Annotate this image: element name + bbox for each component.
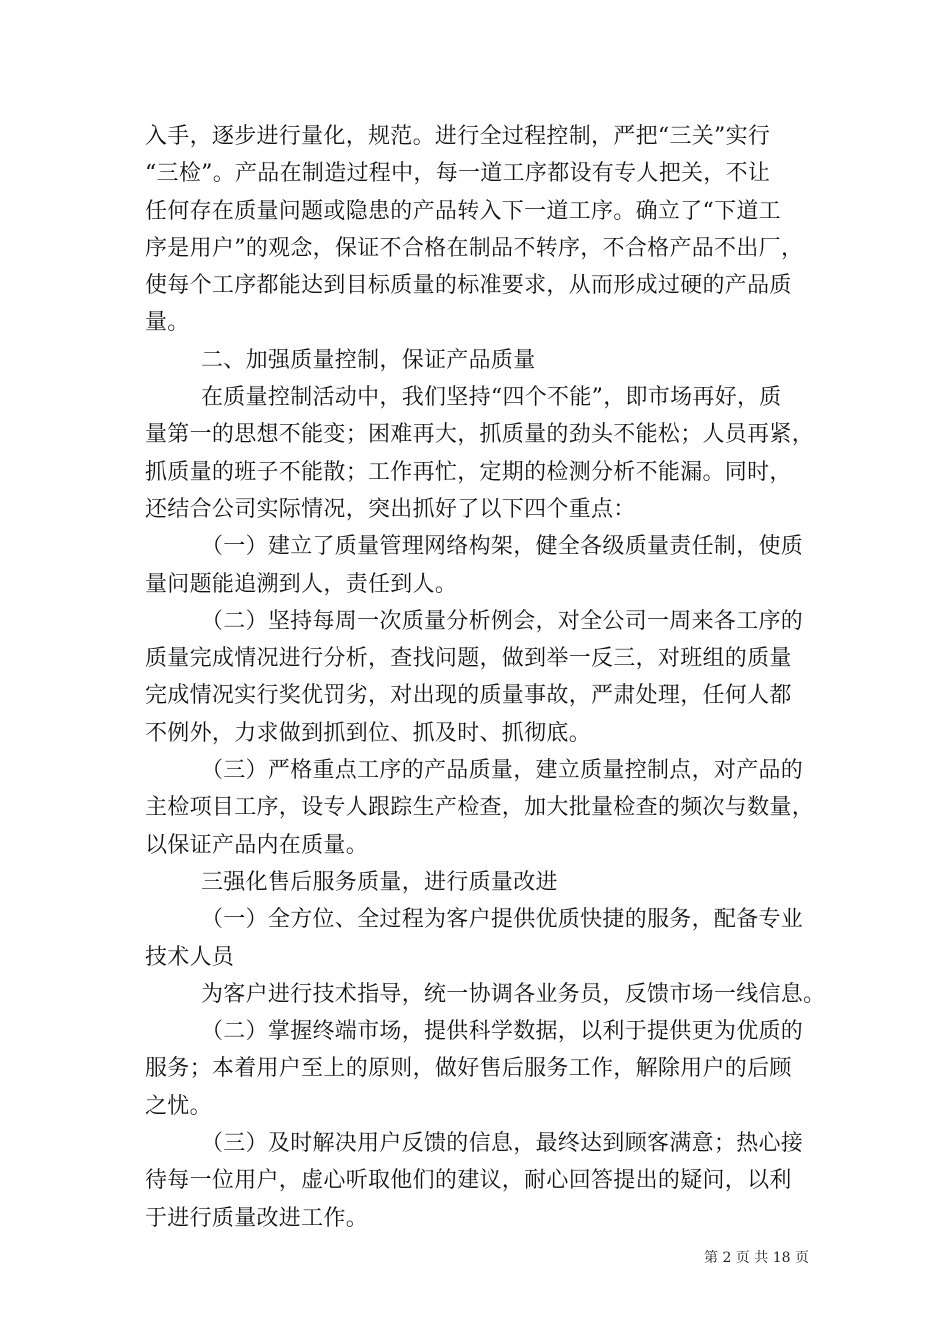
text-line: 序是用户”的观念，保证不合格在制品不转序，不合格产品不出厂，	[145, 235, 804, 261]
text-line: （二）坚持每周一次质量分析例会，对全公司一周来各工序的	[201, 608, 804, 634]
text-line: 不例外，力求做到抓到位、抓及时、抓彻底。	[145, 720, 592, 746]
text-line: 抓质量的班子不能散；工作再忙，定期的检测分析不能漏。同时，	[145, 459, 792, 485]
text-line: 质量完成情况进行分析，查找问题，做到举一反三，对班组的质量	[145, 646, 792, 672]
text-line: 之忧。	[145, 1093, 212, 1119]
text-line: 使每个工序都能达到目标质量的标准要求，从而形成过硬的产品质	[145, 273, 792, 299]
text-line: 量。	[145, 310, 190, 336]
text-line: 完成情况实行奖优罚劣，对出现的质量事故，严肃处理，任何人都	[145, 683, 792, 709]
text-line: 三强化售后服务质量，进行质量改进	[201, 869, 558, 895]
text-line: 为客户进行技术指导，统一协调各业务员，反馈市场一线信息。	[201, 981, 826, 1007]
text-line: （二）掌握终端市场，提供科学数据，以利于提供更为优质的	[201, 1019, 804, 1045]
text-line: 在质量控制活动中，我们坚持“四个不能”，即市场再好，质	[201, 385, 782, 411]
page-number-footer: 第 2 页 共 18 页	[704, 1250, 809, 1266]
text-line: （三）严格重点工序的产品质量，建立质量控制点，对产品的	[201, 758, 804, 784]
text-line: 任何存在质量问题或隐患的产品转入下一道工序。确立了“下道工	[145, 198, 781, 224]
text-line: 待每一位用户，虚心听取他们的建议，耐心回答提出的疑问，以利	[145, 1168, 792, 1194]
text-line: 以保证产品内在质量。	[145, 832, 369, 858]
text-line: （一）建立了质量管理网络构架，健全各级质量责任制，使质	[201, 534, 804, 560]
text-line: 于进行质量改进工作。	[145, 1205, 369, 1231]
text-line: （三）及时解决用户反馈的信息，最终达到顾客满意；热心接	[201, 1131, 804, 1157]
text-line: 技术人员	[145, 944, 235, 970]
text-line: 入手，逐步进行量化，规范。进行全过程控制，严把“三关”实行	[145, 124, 771, 149]
text-line: 主检项目工序，设专人跟踪生产检查，加大批量检查的频次与数量，	[145, 795, 815, 821]
document-body	[145, 118, 826, 1237]
text-line: 量问题能追溯到人，责任到人。	[145, 571, 458, 597]
text-line: “三检”。产品在制造过程中，每一道工序都设有专人把关，不让	[145, 161, 771, 187]
text-line: 还结合公司实际情况，突出抓好了以下四个重点：	[145, 496, 636, 522]
text-line: 量第一的思想不能变；困难再大，抓质量的劲头不能松；人员再紧，	[145, 422, 815, 448]
text-line: 二、加强质量控制，保证产品质量	[201, 347, 536, 373]
text-line: 服务；本着用户至上的原则，做好售后服务工作，解除用户的后顾	[145, 1056, 792, 1082]
text-line: （一）全方位、全过程为客户提供优质快捷的服务，配备专业	[201, 907, 804, 933]
